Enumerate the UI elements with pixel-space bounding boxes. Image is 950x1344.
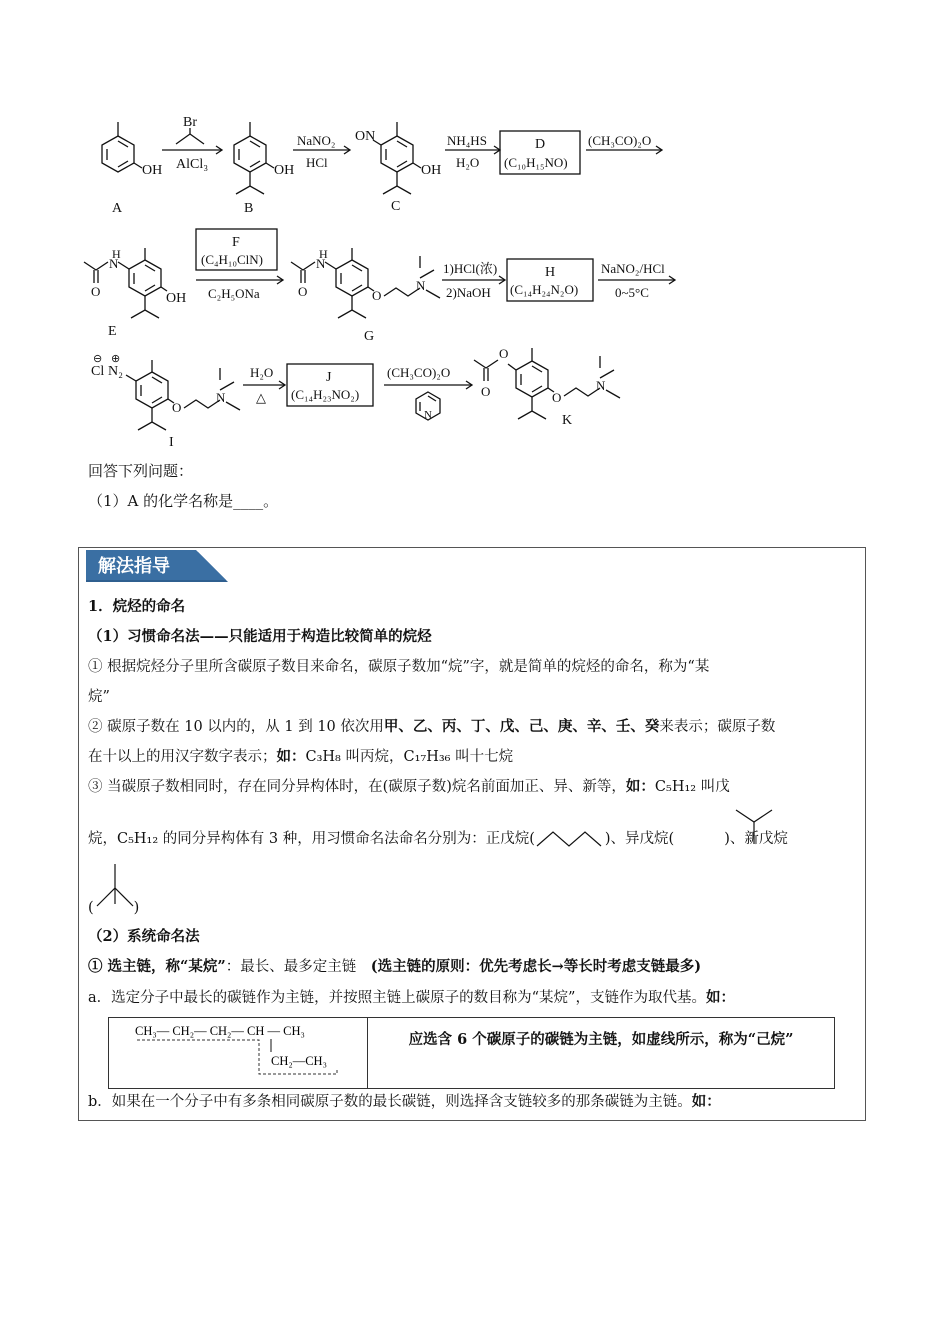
formula-F: (C₄H₁₀ClN)	[201, 252, 263, 267]
atom-N-K: N	[596, 378, 606, 393]
label-B: B	[244, 201, 254, 216]
formula-H: (C₁₄H₂₄N₂O)	[510, 282, 579, 297]
isopentane-skeleton	[730, 808, 780, 848]
para-1a: ① 根据烷烃分子里所含碳原子数目来命名，碳原子数加“烷”字，就是简单的烷烃的命名，称为“某	[88, 659, 710, 675]
charge-minus: ⊖	[93, 353, 103, 365]
reagent-6-bottom: 2)NaOH	[446, 285, 491, 300]
reagent-9-top: (CH₃CO)₂O	[387, 365, 451, 380]
label-F: F	[232, 235, 240, 250]
para-1b: 烷”	[88, 689, 110, 705]
label-A: A	[112, 201, 123, 216]
label-H: H	[545, 265, 556, 280]
label-G: G	[364, 329, 375, 344]
reagent-1-top: Br	[183, 115, 197, 130]
heading-common-naming: （1）习惯命名法——只能适用于构造比较简单的烷烃	[88, 628, 432, 645]
label-J: J	[326, 370, 332, 385]
atom-OH-E: OH	[166, 291, 187, 306]
n-pentane-skeleton	[535, 830, 605, 848]
reagent-4-top: (CH₃CO)₂O	[588, 133, 652, 148]
atom-O-E: O	[91, 284, 101, 299]
label-E: E	[108, 324, 117, 339]
heading-alkane-naming: 1．烷烃的命名	[88, 598, 186, 615]
atom-ON-C: ON	[355, 129, 376, 144]
atom-O-G: O	[298, 284, 308, 299]
atom-N-G: N	[316, 256, 326, 271]
table-caption: 应选含 6 个碳原子的碳链为主链，如虚线所示，称为“己烷”	[408, 1031, 794, 1048]
atom-OH-C: OH	[421, 163, 442, 178]
banner-title: 解法指导	[98, 556, 170, 577]
atom-O-K: O	[499, 346, 509, 361]
formula-main-chain: CH₃— CH₂— CH₂— CH — CH₃	[135, 1024, 305, 1038]
label-I: I	[169, 435, 174, 450]
atom-OH-B: OH	[274, 163, 295, 178]
example-table	[108, 1017, 835, 1089]
atom-N-pyridine: N	[424, 409, 432, 421]
atom-O-K2: O	[481, 384, 491, 399]
atom-N-G2: N	[416, 278, 426, 293]
atom-Cl-I: Cl	[91, 364, 105, 379]
para-3c: ( )	[88, 900, 140, 916]
neopentane-skeleton	[92, 860, 138, 912]
question-1: （1）A 的化学名称是____。	[88, 492, 279, 510]
atom-N-I: N	[216, 390, 226, 405]
formula-J: (C₁₄H₂₃NO₂)	[291, 387, 360, 402]
atom-H-E: H	[112, 247, 121, 261]
example-formula	[109, 1018, 367, 1088]
para-4: ① 选主链，称“某烷”：最长、最多定主链 (选主链的原则：优先考虑长→等长时考虑支链最多)	[88, 958, 702, 975]
label-D: D	[535, 137, 546, 152]
reagent-2-top: NaNO₂	[297, 133, 336, 148]
reagent-3-top: NH₄HS	[447, 133, 487, 148]
reagent-5-bottom: C₂H₅ONa	[208, 286, 260, 301]
formula-branch: CH₂—CH₃	[271, 1054, 327, 1068]
guide-banner	[86, 550, 231, 584]
para-5: a．选定分子中最长的碳链作为主链，并按照主链上碳原子的数目称为“某烷”，支链作为取代基。如：	[88, 989, 735, 1006]
table-divider	[367, 1018, 368, 1088]
formula-D: (C₁₀H₁₅NO)	[504, 155, 568, 170]
reagent-2-bottom: HCl	[306, 155, 328, 170]
heading-systematic-naming: （2）系统命名法	[88, 928, 200, 945]
atom-OH-A: OH	[142, 163, 163, 178]
para-2b: 在十以上的用汉字数字表示；如：C₃H₈ 叫丙烷，C₁₇H₃₆ 叫十七烷	[88, 748, 514, 765]
reagent-6-top: 1)HCl(浓)	[443, 261, 498, 276]
para-3a: ③ 当碳原子数相同时，存在同分异构体时，在(碳原子数)烷名前面加正、异、新等，如：C₅H₁₂ 叫戊	[88, 778, 730, 795]
reagent-7-top: NaNO₂/HCl	[601, 261, 665, 276]
para-6: b．如果在一个分子中有多条相同碳原子数的最长碳链，则选择含支链较多的那条碳链为主链。如：	[88, 1093, 721, 1110]
atom-O-I: O	[172, 400, 182, 415]
reagent-7-bottom: 0~5°C	[615, 285, 649, 300]
para-2a: ② 碳原子数在 10 以内的，从 1 到 10 依次用甲、乙、丙、丁、戊、己、庚、辛、壬、癸来表示；碳原子数	[88, 718, 776, 735]
atom-N2-I: N₂	[108, 364, 123, 379]
reaction-scheme	[0, 0, 950, 460]
reagent-1-bottom: AlCl₃	[176, 157, 209, 172]
label-C: C	[391, 199, 401, 214]
reagent-8-top: H₂O	[250, 365, 274, 380]
atom-H-G: H	[319, 247, 328, 261]
reagent-3-bottom: H₂O	[456, 155, 480, 170]
reagent-8-bottom: △	[256, 390, 266, 405]
atom-N-E: N	[109, 256, 119, 271]
isopentane-skeleton-space	[674, 830, 724, 848]
atom-O-G2: O	[372, 288, 382, 303]
charge-plus: ⊕	[111, 353, 121, 365]
para-3b: 烷，C₅H₁₂ 的同分异构体有 3 种，用习惯命名法命名分别为：正戊烷( )、异戊烷( )、新戊烷	[88, 831, 788, 847]
question-intro: 回答下列问题：	[88, 462, 194, 480]
label-K: K	[562, 413, 573, 428]
atom-O-K3: O	[552, 390, 562, 405]
